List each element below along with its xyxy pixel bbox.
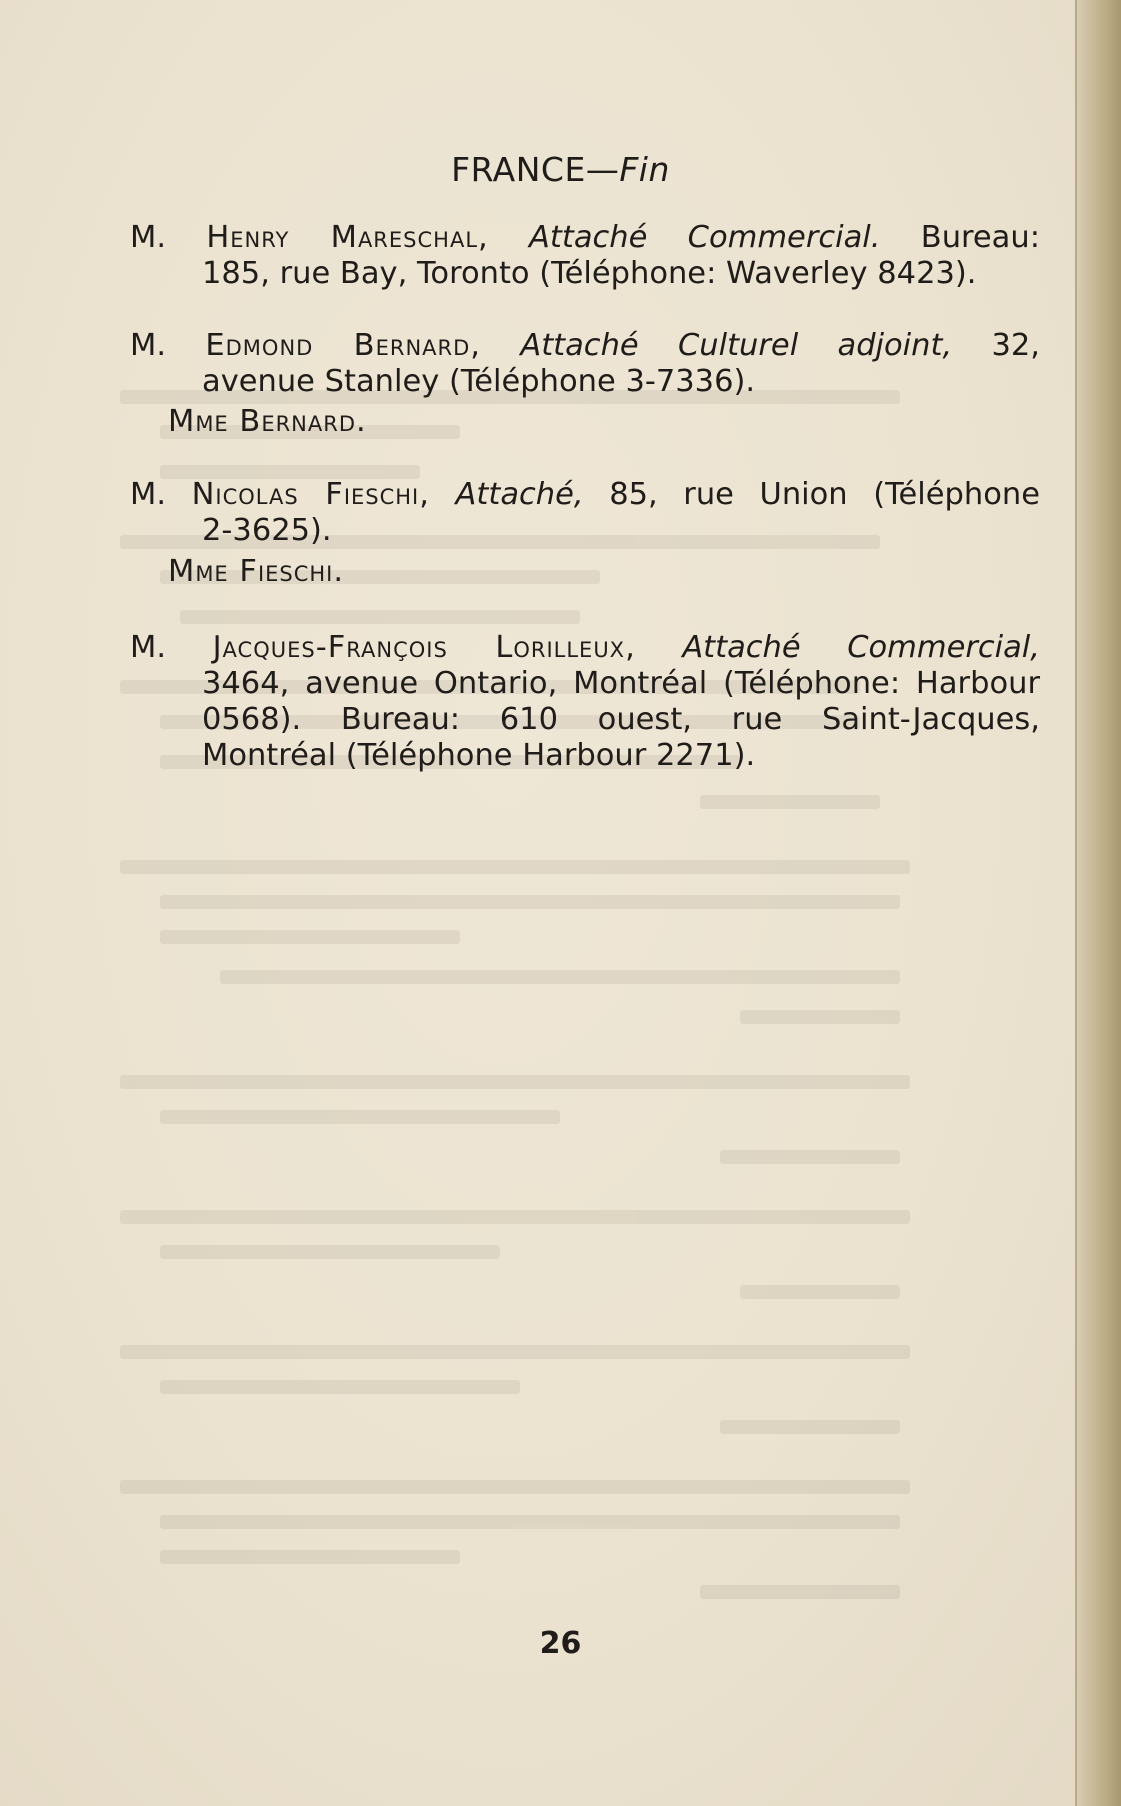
spouse-fieschi: Mme Fieschi. <box>168 554 345 589</box>
entry-role: Attaché Commercial. <box>529 220 881 255</box>
entry-lorilleux <box>130 630 1040 774</box>
entry-address: 185, rue Bay, Toronto (Téléphone: Waverley 8423). <box>202 256 977 291</box>
entry-name: Jacques-François Lorilleux, <box>212 630 636 665</box>
entry-role: Attaché, <box>455 477 584 512</box>
entry-address: 3464, avenue Ontario, Montréal (Téléphone: Harbour <box>202 666 1040 701</box>
entry-line <box>130 477 1040 513</box>
entry-line <box>130 220 1040 256</box>
entry-title: M. <box>130 328 167 363</box>
entry-line <box>130 630 1040 666</box>
entry-name: Henry Mareschal, <box>206 220 489 255</box>
heading-country: FRANCE— <box>451 150 620 189</box>
entry-line <box>130 328 1040 364</box>
spouse-bernard: Mme Bernard. <box>168 404 367 439</box>
entry-title: M. <box>130 477 167 512</box>
entry-address: 0568). Bureau: 610 ouest, rue Saint-Jacques, <box>202 702 1040 737</box>
heading-fin: Fin <box>619 150 670 189</box>
page-number: 26 <box>539 1626 582 1661</box>
entry-fieschi <box>130 477 1040 549</box>
entry-name: Edmond Bernard, <box>205 328 481 363</box>
entry-text: Bureau: <box>920 220 1040 255</box>
entry-address: 2-3625). <box>202 513 332 548</box>
entry-role: Attaché Commercial, <box>682 630 1040 665</box>
book-spine-edge <box>1077 0 1121 1806</box>
section-heading <box>0 150 1121 189</box>
entry-mareschal <box>130 220 1040 292</box>
entry-title: M. <box>130 220 167 255</box>
entry-name: Nicolas Fieschi, <box>191 477 430 512</box>
entry-address: Montréal (Téléphone Harbour 2271). <box>202 738 756 773</box>
entry-title: M. <box>130 630 167 665</box>
entry-role: Attaché Culturel adjoint, <box>520 328 953 363</box>
entry-text: 85, rue Union (Téléphone <box>609 477 1040 512</box>
entry-bernard <box>130 328 1040 400</box>
entry-address: avenue Stanley (Téléphone 3-7336). <box>202 364 756 399</box>
entry-text: 32, <box>991 328 1041 363</box>
